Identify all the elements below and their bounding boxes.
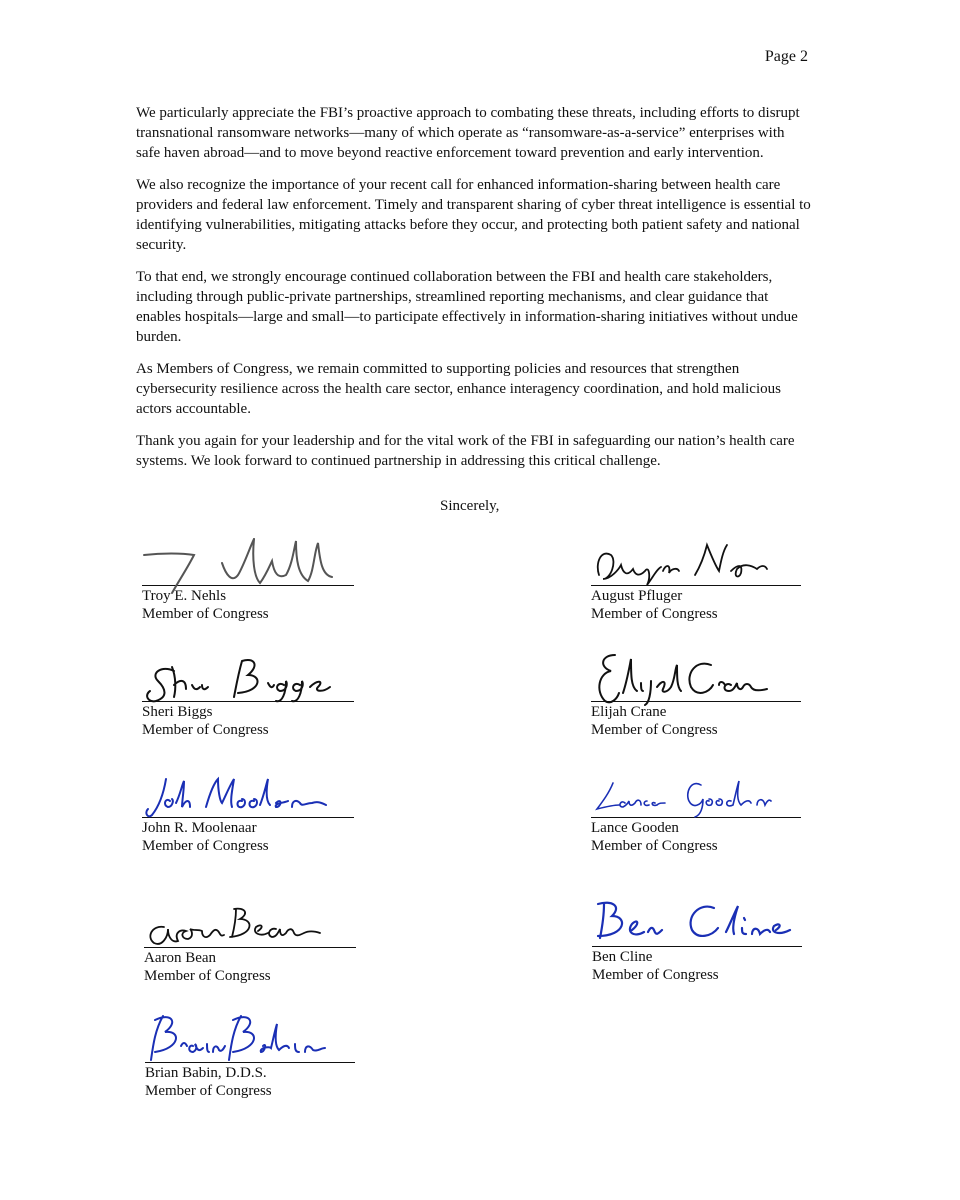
signer-title: Member of Congress [591, 722, 718, 738]
signer-name: Brian Babin, D.D.S. [145, 1065, 267, 1081]
signer-name: Sheri Biggs [142, 704, 213, 720]
signature-block [591, 535, 801, 623]
signer-title: Member of Congress [142, 722, 269, 738]
signer-name: Troy E. Nehls [142, 588, 227, 604]
signature-block [142, 651, 354, 739]
signer-title: Member of Congress [592, 967, 719, 983]
signer-title: Member of Congress [591, 606, 718, 622]
handwritten-signature [591, 535, 801, 585]
signature-block [592, 896, 802, 984]
signer-name: John R. Moolenaar [142, 820, 257, 836]
handwritten-signature [592, 896, 802, 946]
signature-block [144, 897, 356, 985]
signature-block [145, 1012, 355, 1100]
letter-body [136, 103, 812, 483]
paragraph: To that end, we strongly encourage continued collaboration between the FBI and health care stakeholders, including through public-private partnerships, streamlined reporting mechanisms, and clear guidance that enables hospitals—large and small—to participate effectively in information-sharing initiatives without undue burden. [136, 269, 798, 345]
signer-name: Elijah Crane [591, 704, 667, 720]
signer-title: Member of Congress [142, 606, 269, 622]
signer-name: Lance Gooden [591, 820, 679, 836]
closing-salutation: Sincerely, [440, 498, 500, 514]
signer-title: Member of Congress [142, 838, 269, 854]
signer-name: August Pfluger [591, 588, 683, 604]
handwritten-signature [142, 535, 354, 585]
handwritten-signature [591, 651, 801, 701]
signature-block [142, 535, 354, 623]
handwritten-signature [142, 767, 354, 817]
paragraph: We particularly appreciate the FBI’s proactive approach to combating these threats, including efforts to disrupt transnational ransomware networks—many of which operate as “ransomware-as-a-service” enterprises with safe haven abroad—and to move beyond reactive enforcement toward prevention and early intervention. [136, 105, 800, 161]
paragraph: As Members of Congress, we remain committed to supporting policies and resources that strengthen cybersecurity resilience across the health care sector, enhance interagency coordination, and hold malicious actors accountable. [136, 361, 781, 417]
signature-block [142, 767, 354, 855]
handwritten-signature [142, 651, 354, 701]
signature-block [591, 651, 801, 739]
signer-title: Member of Congress [145, 1083, 272, 1099]
signature-block [591, 767, 801, 855]
paragraph: Thank you again for your leadership and for the vital work of the FBI in safeguarding our nation’s health care systems. We look forward to continued partnership in addressing this critical challenge. [136, 433, 795, 469]
signer-title: Member of Congress [591, 838, 718, 854]
paragraph: We also recognize the importance of your recent call for enhanced information-sharing between health care providers and federal law enforcement. Timely and transparent sharing of cyber threat intelligence is essential to identifying vulnerabilities, mitigating attacks before they occur, and protecting both patient safety and national security. [136, 177, 811, 253]
handwritten-signature [591, 767, 801, 817]
page-number: Page 2 [764, 48, 808, 65]
signer-name: Ben Cline [592, 949, 653, 965]
handwritten-signature [145, 1012, 355, 1062]
signer-title: Member of Congress [144, 968, 271, 984]
signer-name: Aaron Bean [144, 950, 217, 966]
handwritten-signature [144, 897, 356, 947]
